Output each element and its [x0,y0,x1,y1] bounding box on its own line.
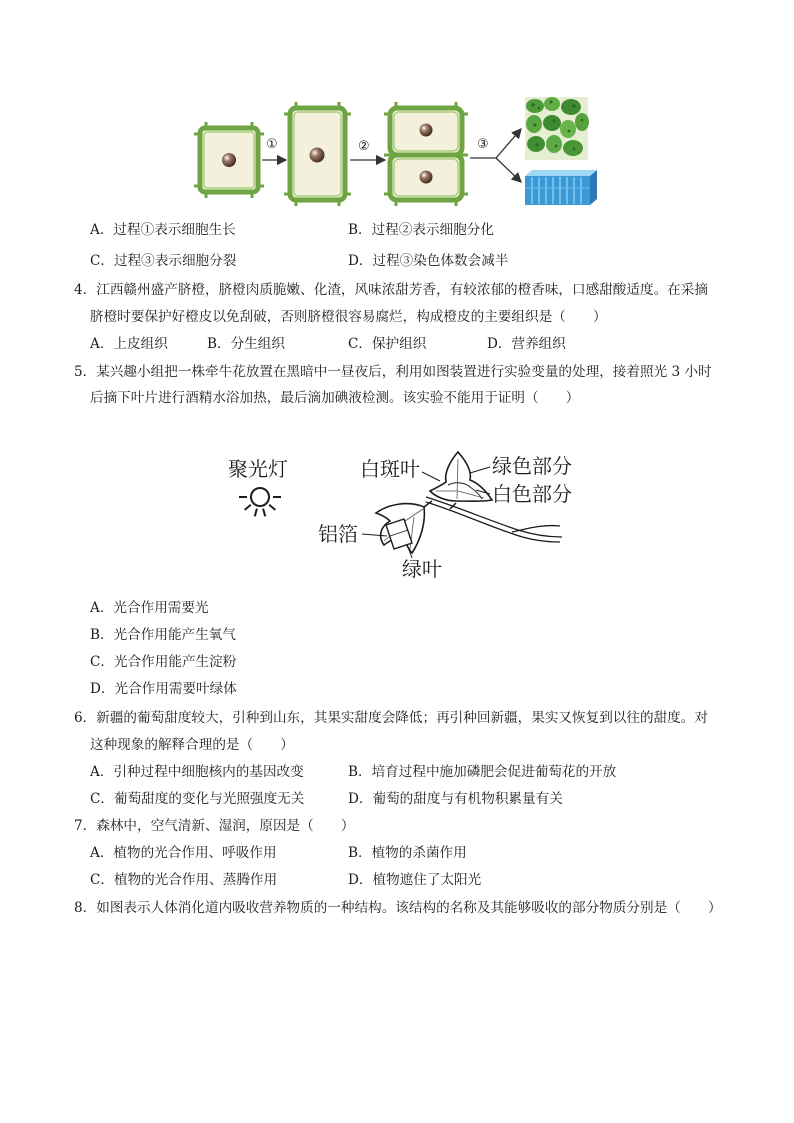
spotted-leaf-label: 白斑叶 [360,457,420,481]
q7-option-b: B．植物的杀菌作用 [348,845,467,861]
q4-stem-line-1: 4．江西赣州盛产脐橙，脐橙肉质脆嫩、化渣，风味浓甜芳香，有较浓郁的橙香味，口感甜酸适度。在采摘 [74,282,708,298]
q3-option-c: C．过程③表示细胞分裂 [90,253,237,269]
cell-small [194,122,264,198]
q3-option-a: A．过程①表示细胞生长 [90,222,236,238]
q6-option-c: C．葡萄甜度的变化与光照强度无关 [90,791,305,807]
q6-stem-line-2: 这种现象的解释合理的是（ ） [90,737,294,753]
step-label-2: ② [358,139,370,154]
q6-option-d: D．葡萄的甜度与有机物积累量有关 [348,791,563,807]
q4-option-d: D．营养组织 [487,336,566,352]
q4-option-c: C．保护组织 [348,336,427,352]
q7-option-c: C．植物的光合作用、蒸腾作用 [90,872,278,888]
cell-process-figure [190,92,602,212]
q7-option-a: A．植物的光合作用、呼吸作用 [90,845,277,861]
nucleus [222,153,236,167]
arrow-branch-up [496,129,521,158]
q3-option-d: D．过程③染色体数会减半 [348,253,509,269]
q4-option-a: A．上皮组织 [90,336,168,352]
q5-stem-line-1: 5．某兴趣小组把一株牵牛花放置在黑暗中一昼夜后，利用如图装置进行实验变量的处理，接着照光 3 小时 [74,364,712,380]
q5-option-a: A．光合作用需要光 [90,600,209,616]
q7-stem: 7．森林中，空气清新、湿润，原因是（ ） [74,818,355,834]
q5-option-b: B．光合作用能产生氧气 [90,627,236,643]
green-leaf-label: 绿叶 [402,557,442,581]
step-label-1: ① [266,137,278,152]
q3-option-b: B．过程②表示细胞分化 [348,222,494,238]
q5-option-d: D．光合作用需要叶绿体 [90,681,237,697]
nucleus [420,124,433,137]
blue-tissue-image [525,170,597,205]
lamp-label: 聚光灯 [228,457,288,481]
q4-option-b: B．分生组织 [207,336,285,352]
nucleus [310,148,325,163]
q4-stem-line-2: 脐橙时要保护好橙皮以免刮破，否则脐橙很容易腐烂，构成橙皮的主要组织是（ ） [90,309,607,325]
q8-stem: 8．如图表示人体消化道内吸收营养物质的一种结构。该结构的名称及其能够吸收的部分物质分别是（ ） [74,900,722,916]
step-label-3: ③ [477,137,489,152]
green-tissue-image [525,97,589,160]
cell-divided [384,102,468,206]
nucleus [420,171,433,184]
q6-option-b: B．培育过程中施加磷肥会促进葡萄花的开放 [348,764,617,780]
lamp-icon [239,488,281,516]
q5-stem-line-2: 后摘下叶片进行酒精水浴加热，最后滴加碘液检测。该实验不能用于证明（ ） [90,390,580,406]
spotted-leaf-leader [422,472,440,481]
white-part-label: 白色部分 [492,482,572,506]
q6-stem-line-1: 6．新疆的葡萄甜度较大，引种到山东，其果实甜度会降低；再引种回新疆，果实又恢复到以往的甜度。对 [74,710,708,726]
green-part-label: 绿色部分 [492,454,572,478]
leaf-experiment-figure [220,445,580,585]
arrow-branch-down [496,158,521,182]
q6-option-a: A．引种过程中细胞核内的基因改变 [90,764,304,780]
q7-option-d: D．植物遮住了太阳光 [348,872,482,888]
green-part-leader [470,467,490,473]
foil-label: 铝箔 [318,522,358,546]
cell-grown [284,102,351,206]
q5-option-c: C．光合作用能产生淀粉 [90,654,237,670]
